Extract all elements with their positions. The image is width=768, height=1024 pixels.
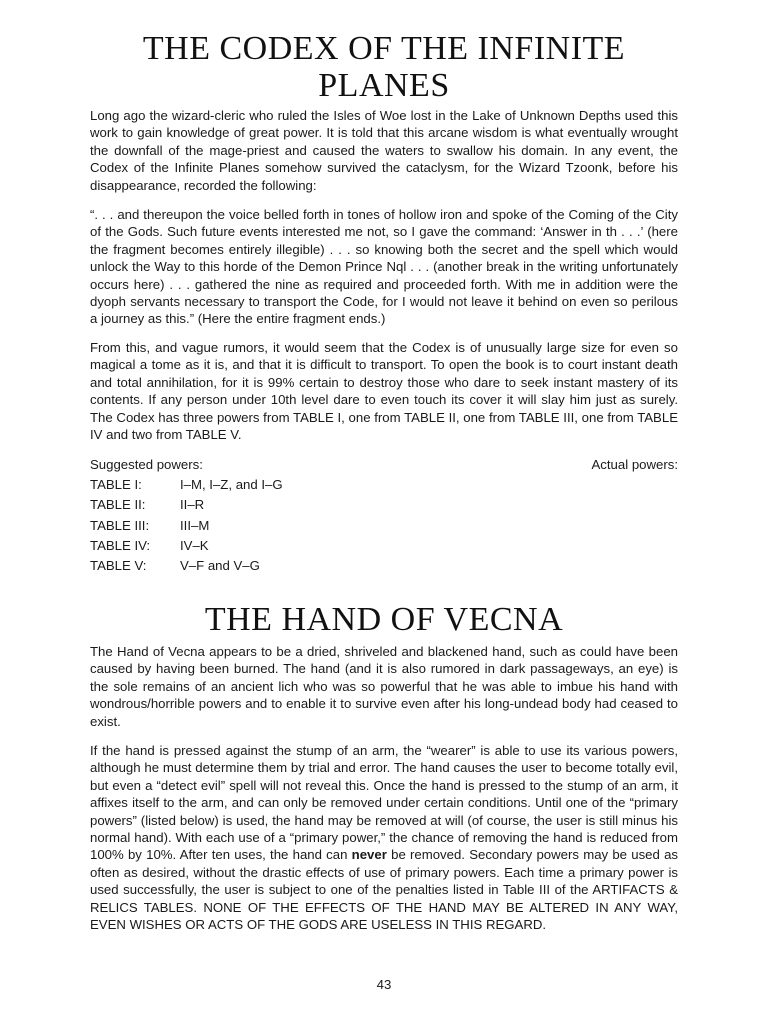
power-table: TABLE V: bbox=[90, 558, 147, 574]
power-table: TABLE II: bbox=[90, 497, 146, 513]
vecna-paragraph-2-start: If the hand is pressed against the stump of an arm, the “wearer” is able to use its various powers, although he must determine them by trial and error. The hand causes the user to become totally evil, but even a “detect evil” spell will not reveal this. Once the hand is pressed to the stump of an arm, it affixes itself to the arm, and can only be removed under certain conditions. Until one of the “primary powers” (listed below) is used, the hand may be removed at will (of course, the user is still minus his normal hand). With each use of a “primary power,” the chance of removing the hand is reduced from 100% by 10%. After ten uses, the hand can bbox=[90, 743, 678, 863]
powers-header bbox=[90, 455, 678, 475]
power-value: II–R bbox=[180, 497, 205, 513]
powers-list bbox=[90, 455, 678, 576]
codex-title: THE CODEX OF THE INFINITE PLANES bbox=[142, 30, 626, 104]
power-row bbox=[90, 556, 678, 576]
vecna-paragraph-2 bbox=[90, 742, 678, 933]
power-table: TABLE I: bbox=[90, 477, 142, 493]
power-table: TABLE III: bbox=[90, 517, 150, 533]
codex-paragraph-3: From this, and vague rumors, it would seem that the Codex is of unusually large size for even so magical a tome as it is, and that it is difficult to transport. To open the book is to court instant death and total annihilation, for it is 99% certain to destroy those who dare to seek instant mastery of its contents. If any person under 10th level dare to even touch its cover it will slay him just as surely. The Codex has three powers from TABLE I, one from TABLE II, one from TABLE III, one from TABLE IV and two from TABLE V. bbox=[90, 340, 678, 443]
vecna-paragraph-2-end: be removed. Secondary powers may be used as often as desired, without the drastic effects of use of primary powers. Each time a primary power is used successfully, the user is subject to one of the penalties listed in Table III of the ARTIFACTS & RELICS TABLES. NONE OF THE EFFECTS OF THE HAND MAY BE ALTERED IN ANY WAY, EVEN WISHES OR ACTS OF THE GODS ARE USELESS IN THIS REGARD. bbox=[90, 847, 678, 933]
vecna-paragraph-1: The Hand of Vecna appears to be a dried, shriveled and blackened hand, such as could have been caused by having been burned. The hand (and it is also rumored in dark passageways, an eye) is the sole remains of an ancient lich who was so powerful that he was able to imbue his hand with wondrous/horrible powers and to enable it to survive even after his long-undead body had ceased to exist. bbox=[90, 644, 678, 729]
power-row bbox=[90, 495, 678, 515]
power-value: V–F and V–G bbox=[180, 558, 260, 574]
actual-powers-label: Actual powers: bbox=[591, 457, 678, 472]
suggested-powers-label: Suggested powers: bbox=[90, 457, 203, 472]
power-value: IV–K bbox=[180, 537, 209, 553]
power-row bbox=[90, 536, 678, 556]
document-page bbox=[90, 0, 678, 1024]
power-value: III–M bbox=[180, 517, 210, 533]
power-table: TABLE IV: bbox=[90, 537, 151, 553]
power-row bbox=[90, 516, 678, 536]
never-emphasis: never bbox=[351, 847, 387, 863]
power-value: I–M, I–Z, and I–G bbox=[180, 477, 283, 493]
page-number: 43 bbox=[376, 977, 392, 992]
hand-of-vecna-title: THE HAND OF VECNA bbox=[204, 601, 564, 638]
power-row bbox=[90, 475, 678, 495]
codex-paragraph-2: “. . . and thereupon the voice belled forth in tones of hollow iron and spoke of the Coming of the City of the Gods. Such future events interested me not, so I gave the command: ‘Answer in th . . .’ (here the fragment becomes entirely illegible) . . . so knowing both the secret and the spell which would unlock the Way to this horde of the Demon Prince Nql . . . (another break in the writing unfortunately occurs here) . . . gathered the nine as required and proceeded forth. With me in addition were the dyoph servants necessary to transport the Code, for I would not leave it behind on even so perilous a journey as this.” (Here the entire fragment ends.) bbox=[90, 207, 678, 327]
codex-paragraph-1: Long ago the wizard-cleric who ruled the Isles of Woe lost in the Lake of Unknown Depths used this work to gain knowledge of great power. It is told that this arcane wisdom is what eventually wrought the downfall of the mage-priest and caused the waters to swallow his domain. In any event, the Codex of the Infinite Planes somehow survived the cataclysm, for the Wizard Tzoonk, before his disappearance, recorded the following: bbox=[90, 108, 678, 193]
